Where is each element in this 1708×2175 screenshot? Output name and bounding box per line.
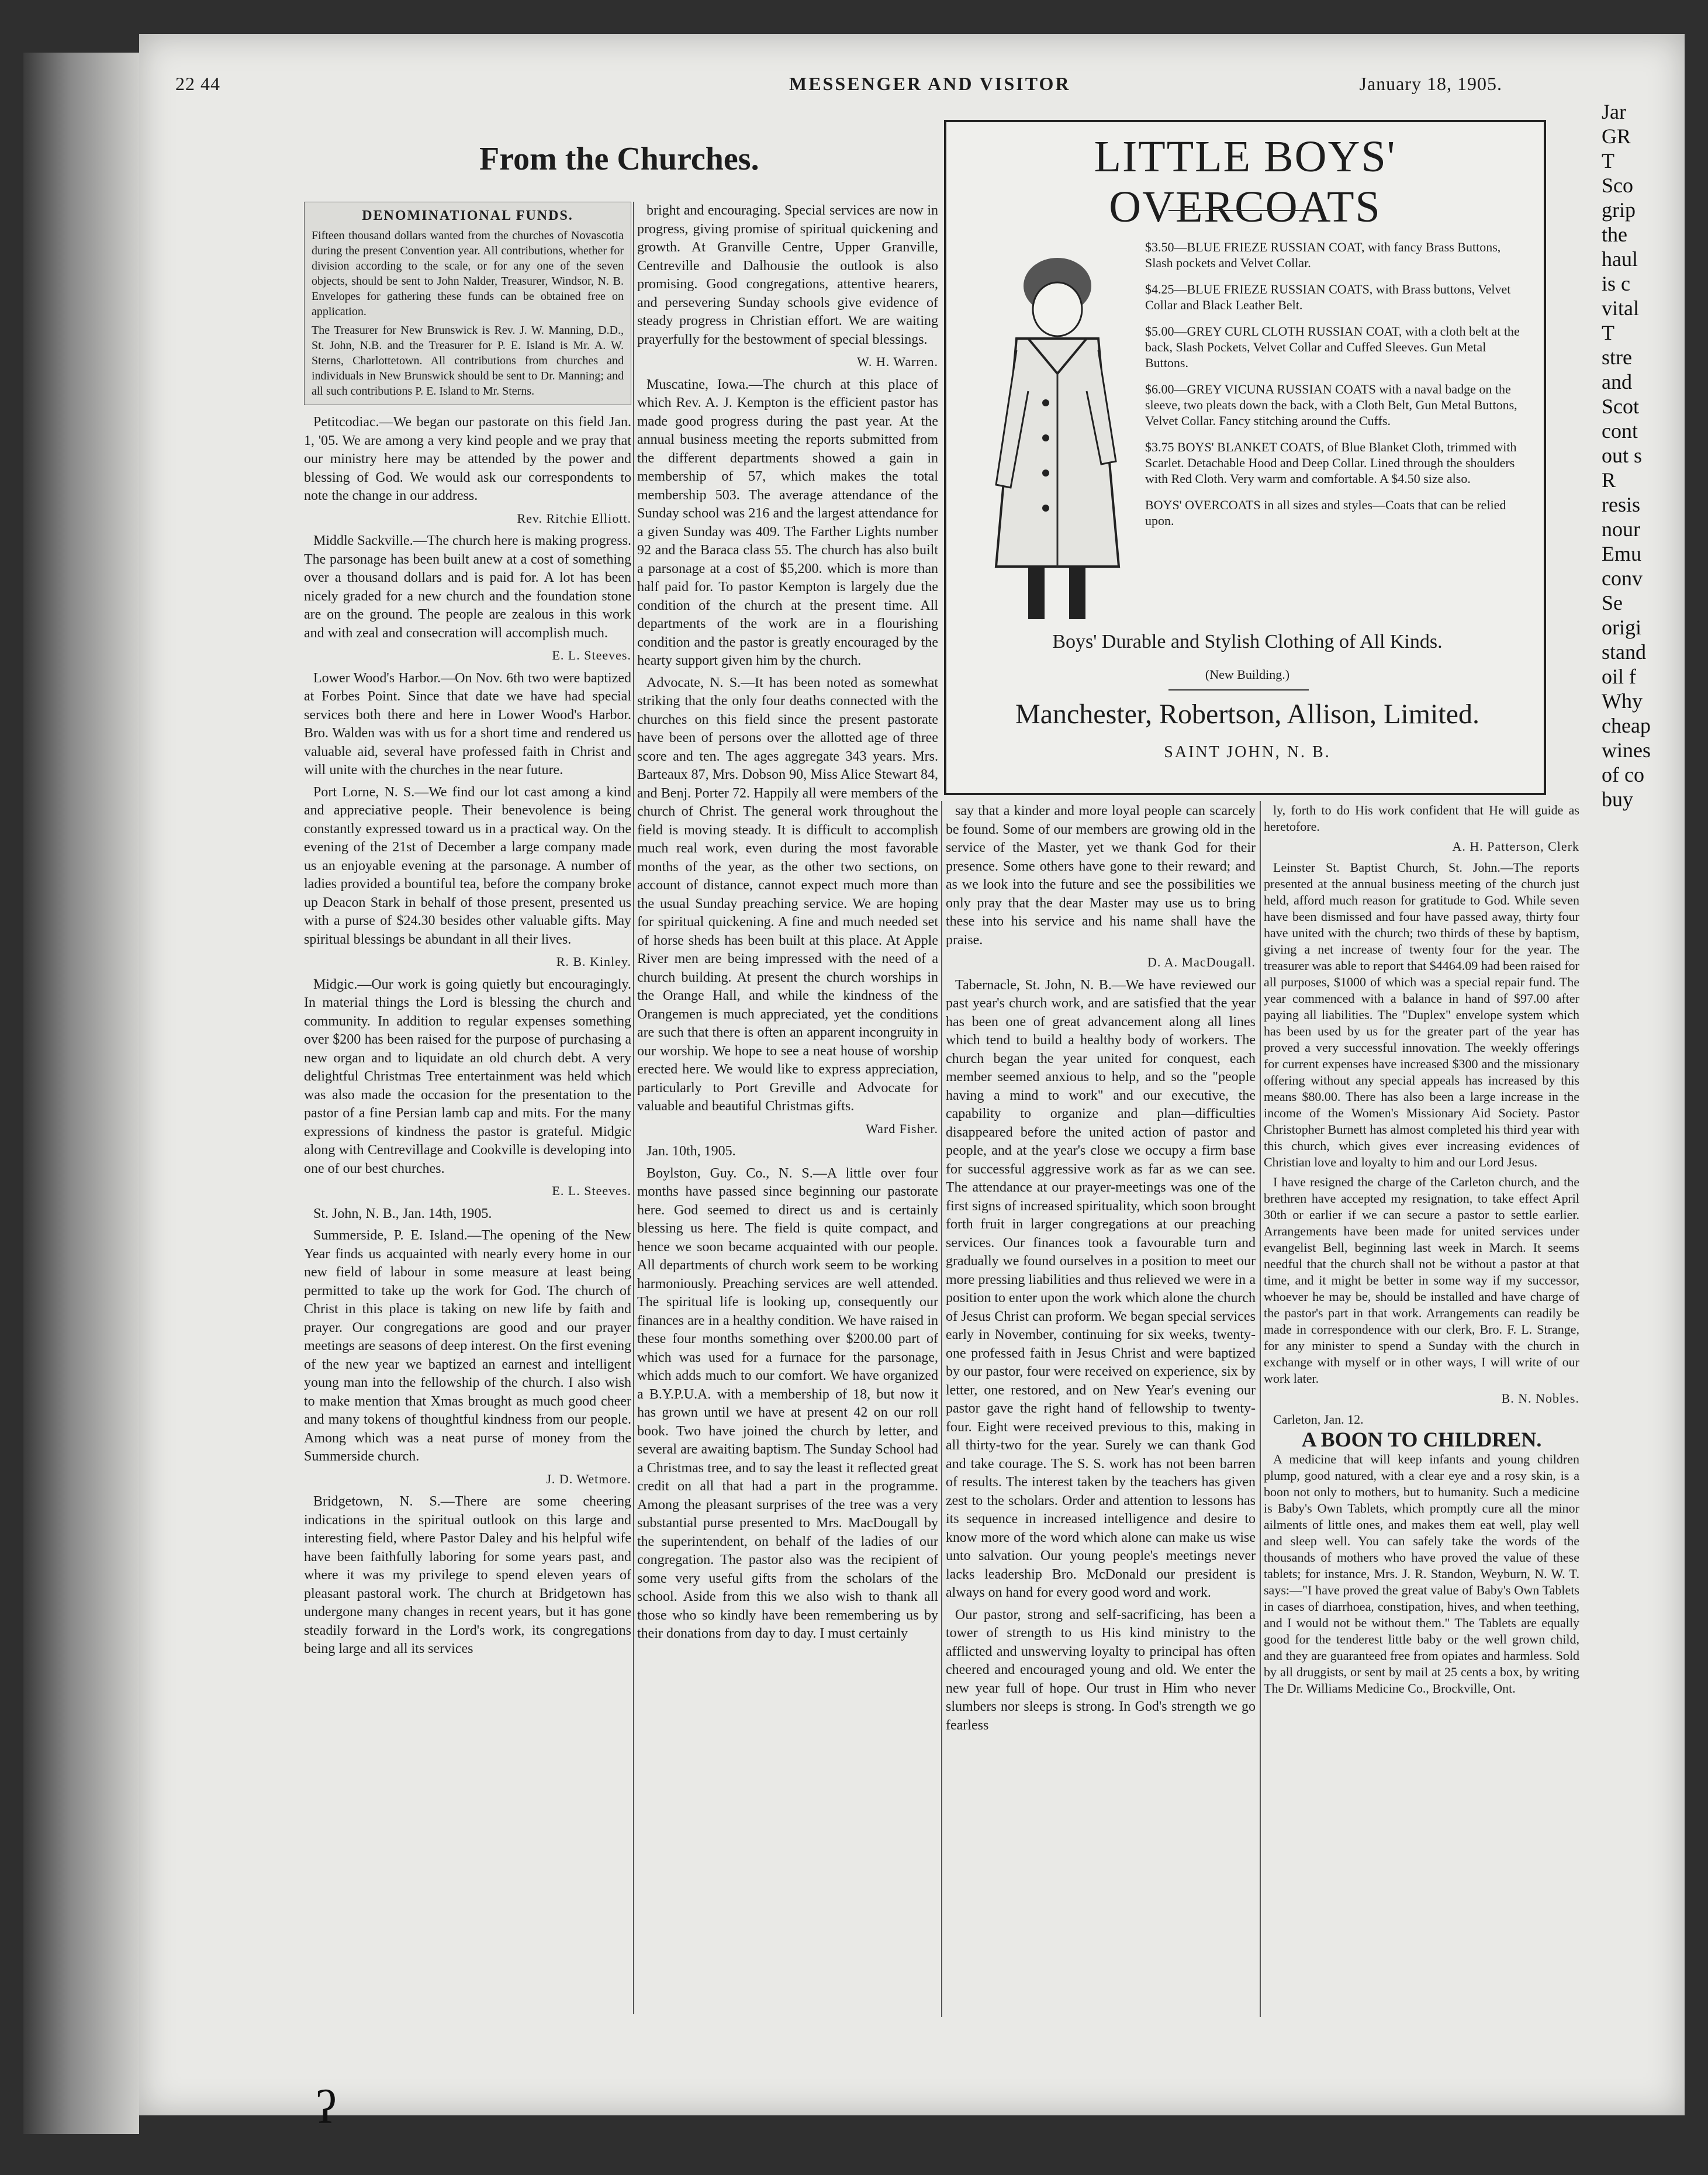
strip-line: resis <box>1602 493 1640 516</box>
article-paragraph: I have resigned the charge of the Carleton church, and the brethren have accepted my resignation, to take effect April 30th or earlier if we can secure a pastor to settle earlier. Arrangements have been made for united services under evangelist Bell, beginning last week in March. It seems needful that the church shall not be without a pastor at that time, and it might be better in some way if my successor, whoever he may be, should be installed and have charge of the pastor's part in that work. Arrangements can readily be made in correspondence with our clerk, Bro. F. L. Strange, for any minister to spend a Sunday with the church in exchange with myself or in other ways, I will write of our work later. <box>1264 1175 1579 1386</box>
ad-firm-name: Manchester, Robertson, Allison, Limited. <box>1015 699 1479 730</box>
boon-article-text: A medicine that will keep infants and young children plump, good natured, with a clear eye and a rosy skin, is a boon not only to mothers, but to humanity. Such a medicine is Baby's Own Tablets, which promptly cure all the minor ailments of little ones, and makes them eat well, play well and sleep well. You can safely take the words of the thousands of mothers who have proved the value of these tablets; for instance, Mrs. J. R. Standon, Weyburn, N. W. T. says:—"I have proved the great value of Baby's Own Tablets in cases of diarrhoea, constipation, hives, and when teething, and I would not be without them." The Tablets are equally good for the tenderest little baby or the well grown child, and they are guaranteed free from opiates and harmless. Sold by all druggists, or sent by mail at 25 cents a box, by writing The Dr. Williams Medicine Co., Brockville, Ont. <box>1264 1452 1579 1696</box>
strip-line: GR <box>1602 125 1631 148</box>
article-paragraph: say that a kinder and more loyal people can scarcely be found. Some of our members are growing old in the service of the Master, yet we thank God for their presence. Some others have gone to their reward; and as we look into the future and see the possibilities we only pray that the dear Master may use us to bring these into his service and his name shall have the praise. <box>946 803 1256 948</box>
article-paragraph: Jan. 10th, 1905. <box>646 1144 736 1159</box>
overcoat-advertisement <box>944 120 1546 795</box>
page-header <box>175 73 1502 102</box>
ad-rule <box>1168 210 1309 211</box>
article-paragraph: Bridgetown, N. S.—There are some cheering indications in the spiritual outlook on this large and interesting field, where Pastor Daley and his helpful wife have been faithfully laboring for some years past, and where it was my privilege to spend eleven years of pleasant pastoral work. The church at Bridgetown has undergone many changes in recent years, but it has gone steadily forward in the Lord's work, its congregations being large and all its services <box>304 1494 631 1656</box>
column-3 <box>946 802 1256 2018</box>
strip-line: Scot <box>1602 395 1640 418</box>
strip-line: Se <box>1602 591 1623 614</box>
strip-line: grip <box>1602 198 1636 222</box>
article-paragraph: Our pastor, strong and self-sacrificing, has been a tower of strength to us His kind ministry to the afflicted and unswerving loyalty to principal has often cheered and encouraged young and old. We enter the new year full of hope. Our trust in Him who never slumbers nor sleeps is strong. In God's strength we go fearless <box>946 1607 1256 1733</box>
article-paragraph: Advocate, N. S.—It has been noted as somewhat striking that the only four deaths connected with the churches on this field since the present pastorate have been of persons over the allotted age of three score and ten. The ages aggregate 343 years. Mrs. Barteaux 87, Mrs. Dobson 90, Miss Alice Stewart 84, and Benj. Porter 72. Happily all were members of the church of Christ. The general work throughout the field is moving steady. It is difficult to accomplish much real work, even during the most favorable months of the year, as the other two sections, on account of distance, cannot expect much more than the usual Sunday preaching service. We are hoping for spiritual quickening. A fine and much needed set of horse sheds has been built at this place. At Apple River men are being impressed with the need of a church building. At present the church worships in the Orange Hall, and while the kindness of the Orangemen is much appreciated, yet the conditions are such that there is often an apparent incongruity in our worship. We hope to see a neat house of worship erected here. We would like to express appreciation, particularly to Port Greville and Advocate for valuable and beautiful Christmas gifts. <box>637 675 938 1114</box>
article-signature: E. L. Steeves. <box>552 1183 631 1198</box>
strip-line: T <box>1602 149 1614 172</box>
strip-line: out s <box>1602 444 1643 467</box>
fund-notice-text-2: The Treasurer for New Brunswick is Rev. J. W. Manning, D.D., St. John, N.B. and the Treasurer for P. E. Island is Mr. A. W. Sterns, Charlottetown. All contributions from churches and individuals in New Brunswick should be sent to Dr. Manning; and all such contributions P. E. Island to Mr. Sterns. <box>312 324 624 398</box>
issue-date: January 18, 1905. <box>1359 73 1502 94</box>
article-paragraph: Lower Wood's Harbor.—On Nov. 6th two were baptized at Forbes Point. Since that date we have had special services both there and here in Lower Wood's Harbor. Bro. Walden was with us for a short time and rendered us valuable aid, several have professed faith in Christ and will unite with the churches in the near future. <box>304 670 631 778</box>
article-signature: Ward Fisher. <box>866 1121 938 1136</box>
boy-overcoat-illustration <box>981 239 1133 637</box>
article-paragraph: St. John, N. B., Jan. 14th, 1905. <box>313 1206 492 1221</box>
section-title: From the Churches. <box>479 141 759 177</box>
article-paragraph: ly, forth to do His work confident that He will guide as heretofore. <box>1264 803 1579 834</box>
article-paragraph: Middle Sackville.—The church here is making progress. The parsonage has been built anew at a cost of something over a thousand dollars and is paid for. A lot has been nicely graded for a new church and the foundation stone are on the ground. The people are zealous in this work and with zeal and consecration will accomplish much. <box>304 533 631 641</box>
strip-line: is c <box>1602 272 1630 295</box>
ad-price-item: $4.25—BLUE FRIEZE RUSSIAN COATS, with Brass buttons, Velvet Collar and Black Leather Belt. <box>1145 282 1511 312</box>
ad-title: LITTLE BOYS' OVERCOATS <box>1094 132 1396 232</box>
ad-rule <box>1168 689 1309 691</box>
article-paragraph: Summerside, P. E. Island.—The opening of the New Year finds us acquainted with nearly every home in our new field of labour in some measure at least being permitted to take up the work for God. The church of Christ in this place is taking on new life by faith and prayer. Our congregations are good and our prayer meetings are seasons of deep interest. On the first evening of the new year we baptized an earnest and intelligent young man into the fellowship of the church. I also wish to make mention that Xmas brought as much good cheer and many tokens of thoughtful kindness from our people. Among which was a neat purse of money from the Summerside church. <box>304 1228 631 1464</box>
column-4 <box>1264 802 1579 2018</box>
strip-line: T <box>1602 321 1614 344</box>
ad-new-building: (New Building.) <box>1205 667 1290 682</box>
column-rule <box>1260 801 1261 2017</box>
ad-price-item: BOYS' OVERCOATS in all sizes and styles—Coats that can be relied upon. <box>1145 498 1506 528</box>
margin-mark: ʔ <box>316 2082 337 2133</box>
column-rule <box>941 801 942 2017</box>
article-signature: J. D. Wetmore. <box>546 1471 631 1486</box>
column-2 <box>637 202 938 2014</box>
article-signature: R. B. Kinley. <box>556 954 631 969</box>
strip-line: buy <box>1602 788 1633 811</box>
strip-line: and <box>1602 370 1632 393</box>
article-paragraph: Muscatine, Iowa.—The church at this place of which Rev. A. J. Kempton is the efficient pastor has made good progress during the past year. At the annual business meeting the reports submitted from the different departments showed a gain in membership of 57, which makes the total membership 503. The average attendance of the Sunday school was 216 and the largest attendance for a given Sunday was 409. The Farther Lights number 92 and the Baraca class 55. The church has also built a parsonage at a cost of $5,200. which is more than half paid for. To pastor Kempton is largely due the condition of the church at the present time. All departments of the work are in a flourishing condition and the pastor is greatly encouraged by the hearty support given him by the church. <box>637 377 938 668</box>
strip-line: cont <box>1602 419 1638 443</box>
article-paragraph: Port Lorne, N. S.—We find our lot cast among a kind and appreciative people. Their benevolence is being constantly expressed toward us in a practical way. On the evening of the 21st of December a large company made us an enjoyable evening at the parsonage. A number of ladies provided a bountiful tea, before the company broke up Deacon Stark in behalf of those present, presented us with a purse of $24.30 besides other valuable gifts. May spiritual blessings be abundant in all their lives. <box>304 784 631 947</box>
strip-line: oil f <box>1602 665 1636 688</box>
strip-line: haul <box>1602 247 1638 271</box>
strip-line: Sco <box>1602 174 1633 197</box>
ad-price-item: $3.50—BLUE FRIEZE RUSSIAN COAT, with fancy Brass Buttons, Slash pockets and Velvet Collar. <box>1145 240 1501 270</box>
article-paragraph: Boylston, Guy. Co., N. S.—A little over four months have passed since beginning our pastorate here. God seemed to direct us and is certainly blessing us here. The field is quite compact, and hence we soon became acquainted with our people. All departments of church work seem to be working harmoniously. Preaching services are well attended. The spiritual life is looking up, consequently our finances are in a healthy condition. We have raised in these four months something over $200.00 part of which was used for a furnace for the parsonage, which adds much to our comfort. We have organized a B.Y.P.U.A. with a membership of 18, but now it has grown until we have at present 42 on our roll book. Two have joined the church by letter, and several are awaiting baptism. The Sunday School had a Christmas tree, and to say the least it reflected great credit on all that had a part in the programme. Among the pleasant surprises of the tree was a very substantial purse presented to Mrs. MacDougall by the superintendent, on behalf of the ladies of our congregation. The pastor also was the recipient of some very useful gifts from the scholars of the school. Aside from this we also wish to thank all those who so kindly have been remembering us by their donations from day to day. I must certainly <box>637 1165 938 1641</box>
article-signature: A. H. Patterson, Clerk <box>1452 839 1579 854</box>
strip-line: nour <box>1602 517 1640 541</box>
article-paragraph: Tabernacle, St. John, N. B.—We have reviewed our past year's church work, and are satisfied that the year has been one of great advancement along all lines which tend to build a healthy body of workers. The church began the year united for conquest, each member seemed anxious to help, and so the "people having a mind to work" and our executive, the capability to organize and plan—difficulties disappeared before the united action of pastor and people, and at the year's close we occupy a firm base for successful aggressive work as far as we can see. The attendance at our prayer-meetings was one of the first signs of increased spirituality, which soon brought forth fruit in larger congregations at our preaching services. Our finances took a favourable turn and gradually we found ourselves in a position to meet our more pressing liabilities and thus relieved we were in a position to enter upon the work which alone the church of Jesus Christ can proform. We began special services early in November, continuing for six weeks, twenty-one professed faith in Jesus Christ and were baptized by our pastor, four were received on experience, six by letter, one restored, and on New Year's evening our pastor gave the right hand of fellowship to twenty-four. Eight were received previous to this, making in all thirty-two for the year. Surely we can thank God and take courage. The S. S. work has not been barren of results. The interest taken by the teachers has given zest to the scholars. Order and attention to lessons has its sequence in increased intelligence and desire to know more of the word which alone can make us wise unto salvation. Our young people's meetings never lacks leadership Bro. McDonald our president is always on hand for every good word and work. <box>946 977 1256 1600</box>
article-paragraph: Leinster St. Baptist Church, St. John.—The reports presented at the annual business meeting of the church just held, afford much reason for gratitude to God. While seven have been dismissed and four have passed away, thirty four have united with the church; two thirds of these by baptism, giving a net increase of twenty four for the year. The treasurer was able to report that $4464.09 had been raised for all purposes, $1000 of which was a special repair fund. The year commenced with a balance in hand of $97.00 after paying all liabilities. The "Duplex" envelope system which has been used by us for the greater part of the year has proved a very successful innovation. The weekly offerings for current expenses have increased $300 and the missionary offering without any special appeals has increased by this means $80.00. There has also been a large increase in the income of the Women's Missionary Aid Society. Pastor Christopher Burnett has almost completed his third year with this church, which gives ever increasing evidences of Christian love and loyalty to him and our Lord Jesus. <box>1264 860 1579 1169</box>
page-number: 22 44 <box>175 73 220 94</box>
ad-price-item: $5.00—GREY CURL CLOTH RUSSIAN COAT, with a cloth belt at the back, Slash Pockets, Velvet Collar and Cuffed Sleeves. Gun Metal Buttons. <box>1145 324 1520 370</box>
article-signature: Rev. Ritchie Elliott. <box>517 510 631 526</box>
strip-line: stand <box>1602 640 1646 664</box>
article-paragraph: Petitcodiac.—We began our pastorate on this field Jan. 1, '05. We are among a very kind people and we pray that our ministry here may be attended by the power and blessing of God. We would ask our correspondents to note the change in our address. <box>304 415 631 503</box>
strip-line: of co <box>1602 763 1644 786</box>
ad-price-list <box>1145 239 1525 539</box>
strip-line: Why <box>1602 689 1643 713</box>
strip-line: origi <box>1602 616 1641 639</box>
strip-line: vital <box>1602 296 1639 320</box>
article-paragraph: Midgic.—Our work is going quietly but encouragingly. In material things the Lord is blessing the church and community. In addition to regular expenses something over $200 has been raised for the purpose of purchasing a new organ and to liquidate an old church debt. A very delightful Christmas Tree entertainment was held which was also made the occasion for the presentation to the pastor of a fine Persian lamb cap and mits. For the many expressions of kindness the pastor is grateful. Midgic along with Centrevillage and Cookville is developing into one of our best churches. <box>304 976 631 1176</box>
column-1 <box>304 202 631 2014</box>
scan-left-edge <box>23 53 139 2134</box>
ad-price-item: $3.75 BOYS' BLANKET COATS, of Blue Blanket Cloth, trimmed with Scarlet. Detachable Hood and Deep Collar. Lined through the shoulders with Red Cloth. Very warm and comfortable. A $4.50 size also. <box>1145 440 1517 486</box>
article-signature: W. H. Warren. <box>857 354 938 369</box>
column-rule <box>633 202 634 2014</box>
masthead-title: MESSENGER AND VISITOR <box>789 73 1071 94</box>
fund-notice-title: DENOMINATIONAL FUNDS. <box>362 208 573 223</box>
article-signature: B. N. Nobles. <box>1501 1391 1579 1406</box>
strip-line: cheap <box>1602 714 1651 737</box>
article-signature: D. A. MacDougall. <box>1147 955 1256 969</box>
ad-price-item: $6.00—GREY VICUNA RUSSIAN COATS with a naval badge on the sleeve, two pleats down the back, with a Cloth Belt, Gun Metal Buttons, Velvet Collar. Fancy stitching around the Cuffs. <box>1145 382 1517 428</box>
strip-line: conv <box>1602 567 1643 590</box>
article-paragraph: Carleton, Jan. 12. <box>1273 1412 1364 1427</box>
strip-line: Emu <box>1602 542 1641 565</box>
ad-clothing-tagline: Boys' Durable and Stylish Clothing of All Kinds. <box>1052 631 1443 652</box>
adjacent-page-strip <box>1602 99 1685 2076</box>
strip-line: wines <box>1602 738 1651 762</box>
article-signature: E. L. Steeves. <box>552 648 631 662</box>
strip-line: the <box>1602 223 1627 246</box>
strip-line: Jar <box>1602 100 1626 123</box>
strip-line: R <box>1602 468 1616 492</box>
article-paragraph: bright and encouraging. Special services are now in progress, giving promise of spiritual quickening and growth. At Granville Centre, Upper Granville, Centreville and Dalhousie the outlook is also promising. Good congregations, attentive hearers, and persevering Sunday schools give evidence of steady progress in Christian effort. We are waiting prayerfully for the bestowment of special blessings. <box>637 203 938 347</box>
fund-notice-box <box>304 202 631 405</box>
strip-line: stre <box>1602 346 1632 369</box>
boon-heading: A BOON TO CHILDREN. <box>1301 1428 1542 1451</box>
fund-notice-text: Fifteen thousand dollars wanted from the churches of Novascotia during the present Convention year. All contributions, whether for division according to the scale, or for any one of the seven objects, should be sent to John Nalder, Treasurer, Windsor, N. B. Envelopes for gathering these funds can be obtained free on application. <box>312 229 624 318</box>
ad-city: SAINT JOHN, N. B. <box>1164 743 1331 761</box>
